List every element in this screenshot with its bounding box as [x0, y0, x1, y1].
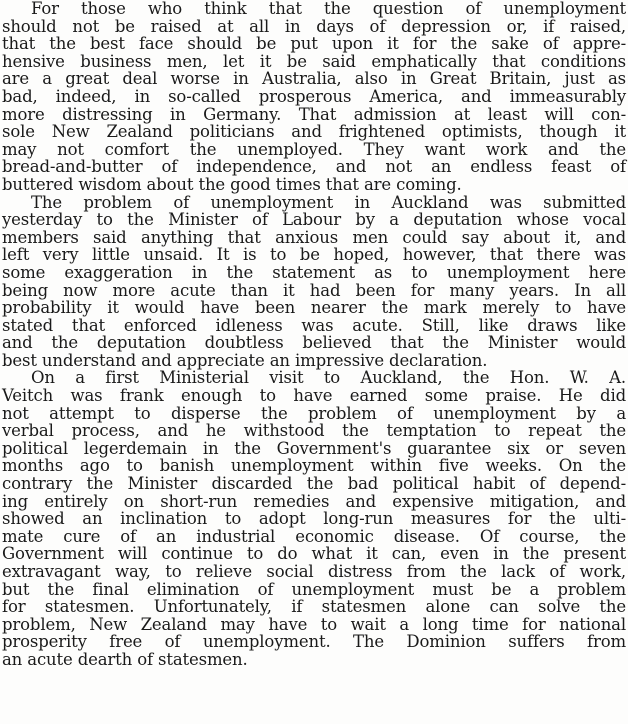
- text-line: but the final elimination of unemployment must be a problem: [2, 579, 626, 599]
- text-line: problem, New Zealand may have to wait a long time for national: [2, 614, 626, 634]
- text-line: members said anything that anxious men could say about it, and: [2, 227, 626, 247]
- text-line: For those who think that the question of unemployment: [31, 0, 626, 18]
- text-line: buttered wisdom about the good times that are coming.: [2, 174, 462, 194]
- text-line: showed an inclination to adopt long-run measures for the ulti-: [2, 509, 626, 529]
- text-line: not attempt to disperse the problem of unemployment by a: [2, 403, 626, 423]
- text-line: probability it would have been nearer the mark merely to have: [2, 298, 626, 318]
- text-line: political legerdemain in the Government's guarantee six or seven: [2, 438, 626, 458]
- text-line: verbal process, and he withstood the temptation to repeat the: [2, 421, 626, 441]
- text-line: stated that enforced idleness was acute. Still, like draws like: [2, 315, 626, 335]
- paragraph-2: [2, 194, 626, 370]
- paragraph-1: [2, 0, 626, 194]
- text-line: may not comfort the unemployed. They want work and the: [2, 139, 626, 159]
- text-line: months ago to banish unemployment within five weeks. On the: [2, 456, 626, 476]
- text-line: bad, indeed, in so-called prosperous America, and immeasurably: [2, 86, 626, 106]
- editorial-article: [2, 0, 626, 669]
- text-line: The problem of unemployment in Auckland was submitted: [31, 192, 626, 212]
- text-line: Government will continue to do what it can, even in the present: [2, 544, 626, 564]
- text-line: left very little unsaid. It is to be hoped, however, that there was: [2, 245, 626, 265]
- text-line: an acute dearth of statesmen.: [2, 649, 248, 669]
- paragraph-3: [2, 369, 626, 668]
- text-line: Veitch was frank enough to have earned some praise. He did: [2, 386, 626, 406]
- text-line: that the best face should be put upon it for the sake of appre-: [2, 34, 626, 54]
- text-line: should not be raised at all in days of depression or, if raised,: [2, 16, 626, 36]
- text-line: mate cure of an industrial economic disease. Of course, the: [2, 526, 626, 546]
- text-line: more distressing in Germany. That admission at least will con-: [2, 104, 626, 124]
- text-line: contrary the Minister discarded the bad political habit of depend-: [2, 474, 626, 494]
- text-line: prosperity free of unemployment. The Dominion suffers from: [2, 632, 626, 652]
- text-line: being now more acute than it had been for many years. In all: [2, 280, 626, 300]
- text-line: ing entirely on short-run remedies and expensive mitigation, and: [2, 491, 626, 511]
- text-line: for statesmen. Unfortunately, if statesmen alone can solve the: [2, 597, 626, 617]
- text-line: are a great deal worse in Australia, also in Great Britain, just as: [2, 69, 626, 89]
- text-line: some exaggeration in the statement as to unemployment here: [2, 262, 626, 282]
- text-line: best understand and appreciate an impressive declaration.: [2, 350, 488, 370]
- text-line: On a first Ministerial visit to Auckland, the Hon. W. A.: [31, 368, 626, 388]
- text-line: hensive business men, let it be said emphatically that conditions: [2, 51, 626, 71]
- text-line: and the deputation doubtless believed that the Minister would: [2, 333, 626, 353]
- text-line: sole New Zealand politicians and frightened optimists, though it: [2, 122, 626, 142]
- text-line: bread-and-butter of independence, and not an endless feast of: [2, 157, 626, 177]
- text-line: extravagant way, to relieve social distress from the lack of work,: [2, 562, 626, 581]
- text-line: yesterday to the Minister of Labour by a deputation whose vocal: [2, 210, 626, 230]
